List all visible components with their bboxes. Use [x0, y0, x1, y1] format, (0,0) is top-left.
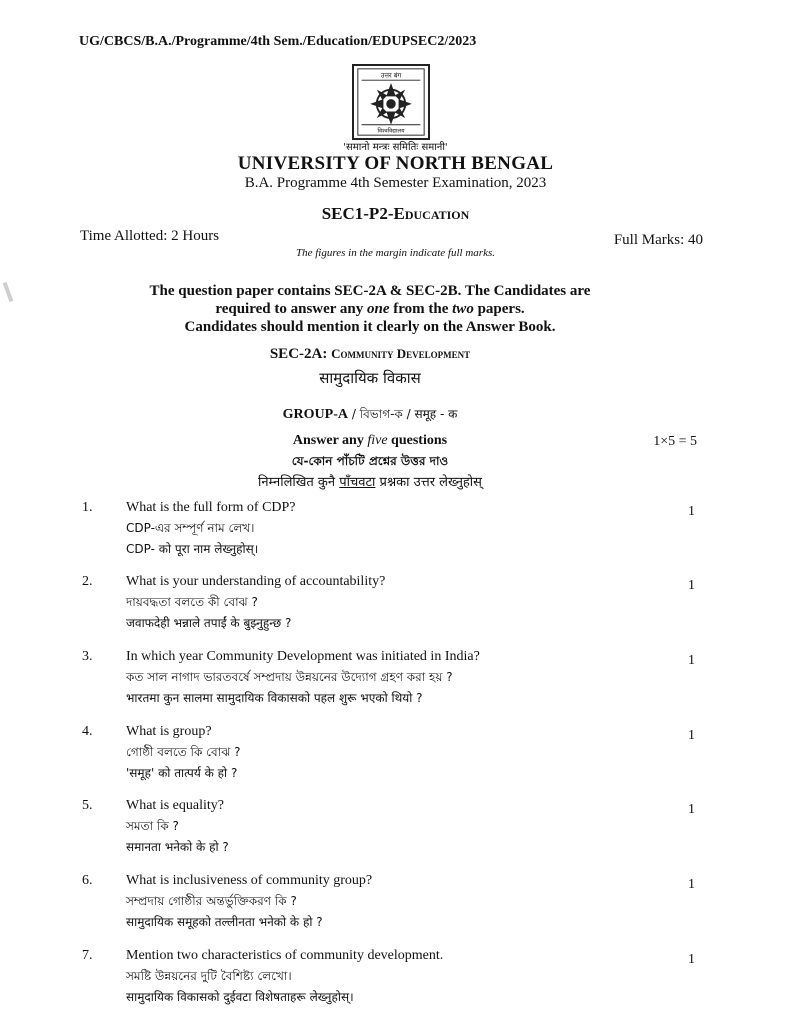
question-bengali: গোষ্ঠী বলতে কি বোঝ ?: [126, 745, 241, 759]
question-bengali: CDP-এর সম্পূর্ণ নাম লেখ।: [126, 521, 255, 535]
question-nepali: भारतमा कुन सालमा सामुदायिक विकासको पहल शुरू भएको थियो ?: [126, 691, 423, 705]
group-heading: GROUP-A / বিভাগ-ক / समूह - क: [282, 407, 458, 422]
margin-note: The figures in the margin indicate full marks.: [295, 247, 495, 259]
question-nepali: 'समूह' को तात्पर्य के हो ?: [126, 766, 238, 780]
question-number: 5.: [82, 798, 93, 813]
question-bengali: দায়বদ্ধতা বলতে কী বোঝ ?: [126, 595, 258, 609]
question-number: 2.: [82, 574, 93, 589]
question-marks: 1: [688, 877, 695, 892]
question-english: In which year Community Development was initiated in India?: [126, 649, 480, 664]
university-emblem-icon: [352, 64, 430, 140]
question-number: 7.: [82, 948, 93, 963]
question-nepali: जवाफदेही भन्नाले तपाईं के बुझ्नुहुन्छ ?: [126, 616, 292, 630]
question-marks: 1: [688, 952, 695, 967]
question-bengali: কত সাল নাগাদ ভারতবর্ষে সম্প্রদায় উন্নয়নের উদ্যোগ গ্রহণ করা হয় ?: [126, 670, 453, 684]
question-nepali: CDP- को पूरा नाम लेख्नुहोस्।: [126, 542, 259, 556]
question-marks: 1: [688, 504, 695, 519]
question-bengali: সমষ্টি উন্নয়নের দুটি বৈশিষ্ট্য লেখো।: [126, 969, 292, 983]
question-number: 1.: [82, 500, 93, 515]
time-allotted: Time Allotted: 2 Hours: [80, 228, 220, 244]
question-number: 4.: [82, 724, 93, 739]
question-english: What is inclusiveness of community group?: [126, 873, 373, 888]
question-marks: 1: [688, 728, 695, 743]
exam-name: B.A. Programme 4th Semester Examination, 2023: [244, 175, 547, 191]
question-bengali: সমতা কি ?: [126, 819, 179, 833]
answer-instruction-bengali: যে-কোন পাঁচটি প্রশ্নের উত্তর দাও: [291, 454, 449, 468]
question-marks: 1: [688, 802, 695, 817]
question-number: 3.: [82, 649, 93, 664]
university-name: UNIVERSITY OF NORTH BENGAL: [237, 153, 554, 174]
question-marks: 1: [688, 653, 695, 668]
question-english: What is the full form of CDP?: [126, 500, 296, 515]
question-number: 6.: [82, 873, 93, 888]
question-nepali: समानता भनेको के हो ?: [126, 840, 229, 854]
paper-code: UG/CBCS/B.A./Programme/4th Sem./Education/EDUPSEC2/2023: [79, 34, 477, 49]
answer-instruction-nepali: निम्नलिखित कुनै पाँचवटा प्रश्नका उत्तर लेख्नुहोस्: [258, 475, 482, 490]
question-english: What is group?: [126, 724, 212, 739]
emblem-bottom-text: विश्वविद्यालय: [377, 128, 405, 135]
full-marks: Full Marks: 40: [613, 232, 703, 248]
motto: 'समानो मन्त्रः समितिः समानी': [343, 142, 448, 153]
question-marks: 1: [688, 578, 695, 593]
instruction-line-3: Candidates should mention it clearly on the Answer Book.: [184, 319, 556, 335]
question-english: What is equality?: [126, 798, 224, 813]
instruction-line-1: The question paper contains SEC-2A & SEC-2B. The Candidates are: [149, 283, 591, 299]
subject-title: SEC1-P2-Education: [321, 204, 470, 223]
question-nepali: सामुदायिक विकासको दुईवटा विशेषताहरू लेख्नुहोस्।: [126, 990, 354, 1004]
instructions: [0, 282, 740, 336]
question-bengali: সম্প্রদায় গোষ্ঠীর অন্তর্ভুক্তিকরণ কি ?: [126, 894, 297, 908]
instruction-line-2: required to answer any one from the two papers.: [215, 301, 525, 317]
question-english: Mention two characteristics of community development.: [126, 948, 444, 963]
section-subtitle: सामुदायिक विकास: [319, 369, 421, 387]
question-nepali: सामुदायिक समूहको तल्लीनता भनेको के हो ?: [126, 915, 323, 929]
answer-instruction: Answer any five questions: [292, 433, 448, 448]
emblem-top-text: उत्तर बंग: [380, 71, 402, 80]
question-english: What is your understanding of accountability?: [126, 574, 386, 589]
group-marks: 1×5 = 5: [653, 434, 697, 449]
section-title: SEC-2A: Community Development: [269, 346, 471, 362]
